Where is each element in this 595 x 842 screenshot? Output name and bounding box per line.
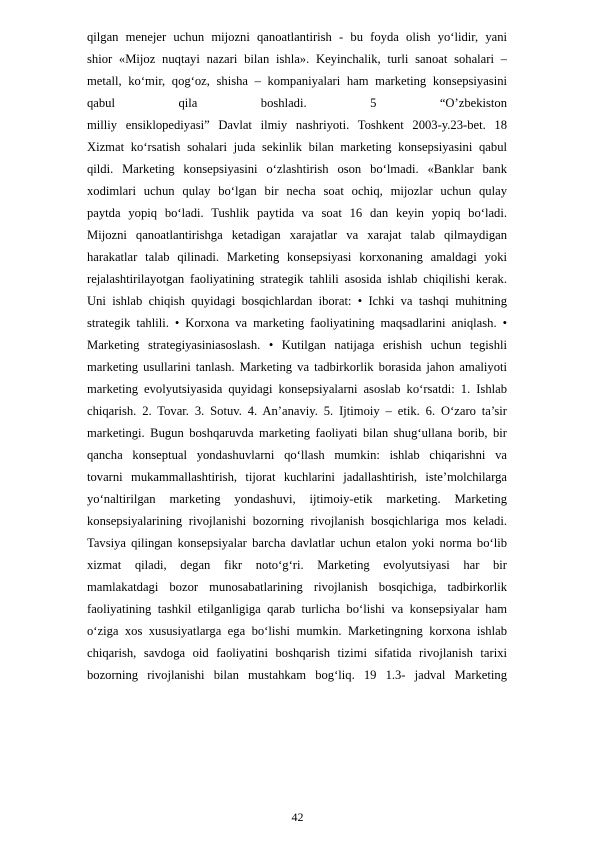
text-line: faoliyatining tashkil etilganligiga qarab turlicha bo‘lishi va konsepsiyalar ham	[87, 602, 507, 616]
text-line: milliy ensiklopediyasi” Davlat ilmiy nashriyoti. Toshkent 2003-y.23-bet. 18	[87, 118, 507, 132]
text-line: strategik tahlili. • Korxona va marketing faoliyatining maqsadlarini aniqlash. •	[87, 316, 507, 330]
text-line: qabul qila boshladi. 5 “O’zbekiston	[87, 96, 507, 110]
text-line: xizmat qiladi, degan fikr noto‘g‘ri. Marketing evolyutsiyasi har bir	[87, 558, 507, 572]
page-number: 42	[291, 810, 304, 824]
text-line: konsepsiyalarining rivojlanishi bozorning rivojlanish bosqichlariga mos keladi.	[87, 514, 507, 528]
body-text	[87, 26, 507, 686]
text-line: xodimlari uchun qulay bo‘lgan bir necha soat ochiq, mijozlar uchun qulay	[87, 184, 507, 198]
text-line: rejalashtirilayotgan faoliyatining strategik tahlili asosida ishlab chiqilishi kerak.	[87, 272, 507, 286]
text-line: metall, ko‘mir, qog‘oz, shisha – kompaniyalari ham marketing konsepsiyasini	[87, 74, 507, 88]
text-line: Tavsiya qilingan konsepsiyalar barcha davlatlar uchun etalon yoki norma bo‘lib	[87, 536, 507, 550]
text-line: marketing usullarini tanlash. Marketing va tadbirkorlik borasida jahon amaliyoti	[87, 360, 507, 374]
text-line: marketing evolyutsiyasida quyidagi konsepsiyalarni asoslab ko‘rsatdi: 1. Ishlab	[87, 382, 507, 396]
text-line: Uni ishlab chiqish quyidagi bosqichlardan iborat: • Ichki va tashqi muhitning	[87, 294, 507, 308]
text-line: bozorning rivojlanishi bilan mustahkam bog‘liq. 19 1.3- jadval Marketing	[87, 668, 507, 682]
text-line: mamlakatdagi bozor munosabatlarining rivojlanish bosqichiga, tadbirkorlik	[87, 580, 507, 594]
text-line: harakatlar talab qilinadi. Marketing konsepsiyasi korxonaning amaldagi yoki	[87, 250, 507, 264]
text-line: Marketing strategiyasiniasoslash. • Kutilgan natijaga erishish uchun tegishli	[87, 338, 507, 352]
text-line: marketingi. Bugun boshqaruvda marketing faoliyati bilan shug‘ullana borib, bir	[87, 426, 507, 440]
text-line: yo‘naltirilgan marketing yondashuvi, ijtimoiy-etik marketing. Marketing	[87, 492, 507, 506]
text-line: Mijozni qanoatlantirishga ketadigan xarajatlar va xarajat talab qilmaydigan	[87, 228, 507, 242]
text-line: qancha konseptual yondashuvlarni qo‘llash mumkin: ishlab chiqarishni va	[87, 448, 507, 462]
text-line: qildi. Marketing konsepsiyasini o‘zlashtirish oson bo‘lmadi. «Banklar bank	[87, 162, 507, 176]
text-line: chiqarish, savdoga oid faoliyatini boshqarish tizimi sifatida rivojlanish tarixi	[87, 646, 507, 660]
text-line: qilgan menejer uchun mijozni qanoatlantirish - bu foyda olish yo‘lidir, yani	[87, 30, 507, 44]
text-line: o‘ziga xos xususiyatlarga ega bo‘lishi mumkin. Marketingning korxona ishlab	[87, 624, 507, 638]
text-line: Xizmat ko‘rsatish sohalari juda sekinlik bilan marketing konsepsiyasini qabul	[87, 140, 507, 154]
text-line: shior «Mijoz nuqtayi nazari bilan ishla». Keyinchalik, turli sanoat sohalari –	[87, 52, 507, 66]
text-line: tovarni mukammallashtirish, tijorat kuchlarini jadallashtirish, iste’molchilarga	[87, 470, 507, 484]
text-line: paytda yopiq bo‘ladi. Tushlik paytida va soat 16 dan keyin yopiq bo‘ladi.	[87, 206, 507, 220]
text-line: chiqarish. 2. Tovar. 3. Sotuv. 4. An’anaviy. 5. Ijtimoiy – etik. 6. O‘zaro ta’sir	[87, 404, 507, 418]
